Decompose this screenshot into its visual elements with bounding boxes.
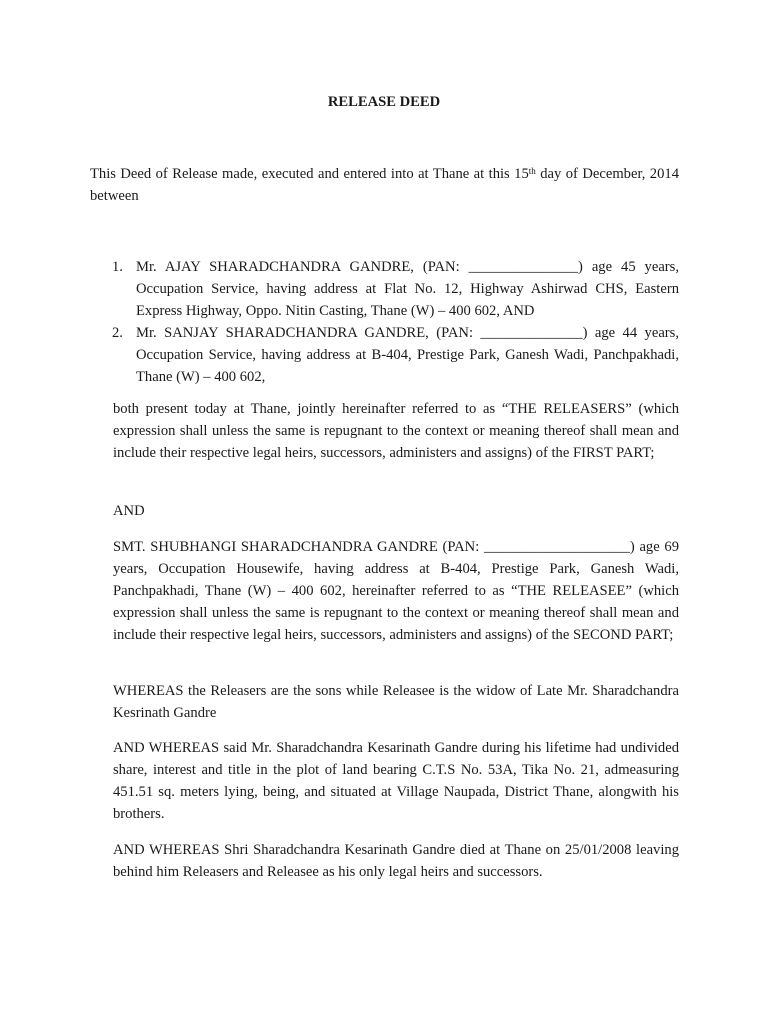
list-item-number: 1. bbox=[112, 259, 123, 275]
whereas-paragraph-1: WHEREAS the Releasers are the sons while Releasee is the widow of Late Mr. Sharadchandra Kesrinath Gandre bbox=[113, 683, 679, 721]
intro-superscript: th bbox=[528, 166, 536, 176]
intro-text: This Deed of Release made, executed and entered into at Thane at this 15 bbox=[90, 166, 529, 182]
intro-text-end: day of December, 2014 between bbox=[90, 166, 679, 204]
list-item-number: 2. bbox=[112, 325, 123, 341]
releasers-paragraph: both present today at Thane, jointly hereinafter referred to as “THE RELEASERS” (which expression shall unless the same is repugnant to the context or meaning thereof shall mean and include their respective legal heirs, successors, administers and assigns) of the FIRST PART; bbox=[113, 401, 679, 461]
and-separator: AND bbox=[113, 503, 145, 519]
document-title: RELEASE DEED bbox=[327, 94, 441, 110]
whereas-paragraph-3: AND WHEREAS Shri Sharadchandra Kesarinath Gandre died at Thane on 25/01/2008 leaving behind him Releasers and Releasee as his only legal heirs and successors. bbox=[113, 842, 679, 880]
list-item bbox=[112, 256, 679, 322]
parties-list bbox=[112, 256, 679, 388]
list-item bbox=[112, 322, 679, 388]
list-item-text: Mr. AJAY SHARADCHANDRA GANDRE, (PAN: _______________) age 45 years, Occupation Service, having address at Flat No. 12, Highway Ashirwad CHS, Eastern Express Highway, Oppo. Nitin Casting, Thane (W) – 400 602, AND bbox=[136, 259, 679, 319]
intro-paragraph bbox=[90, 163, 679, 207]
releasee-paragraph: SMT. SHUBHANGI SHARADCHANDRA GANDRE (PAN: ____________________) age 69 years, Occupation Housewife, having address at B-404, Prestige Park, Ganesh Wadi, Panchpakhadi, Thane (W) – 400 602, hereinafter referred to as “THE RELEASEE” (which expression shall unless the same is repugnant to the context or meaning thereof shall mean and include their respective legal heirs, successors, administers and assigns) of the SECOND PART; bbox=[113, 539, 679, 643]
whereas-paragraph-2: AND WHEREAS said Mr. Sharadchandra Kesarinath Gandre during his lifetime had undivided share, interest and title in the plot of land bearing C.T.S No. 53A, Tika No. 21, admeasuring 451.51 sq. meters lying, being, and situated at Village Naupada, District Thane, alongwith his brothers. bbox=[113, 740, 679, 822]
list-item-text: Mr. SANJAY SHARADCHANDRA GANDRE, (PAN: ______________) age 44 years, Occupation Service, having address at B-404, Prestige Park, Ganesh Wadi, Panchpakhadi, Thane (W) – 400 602, bbox=[136, 325, 679, 385]
